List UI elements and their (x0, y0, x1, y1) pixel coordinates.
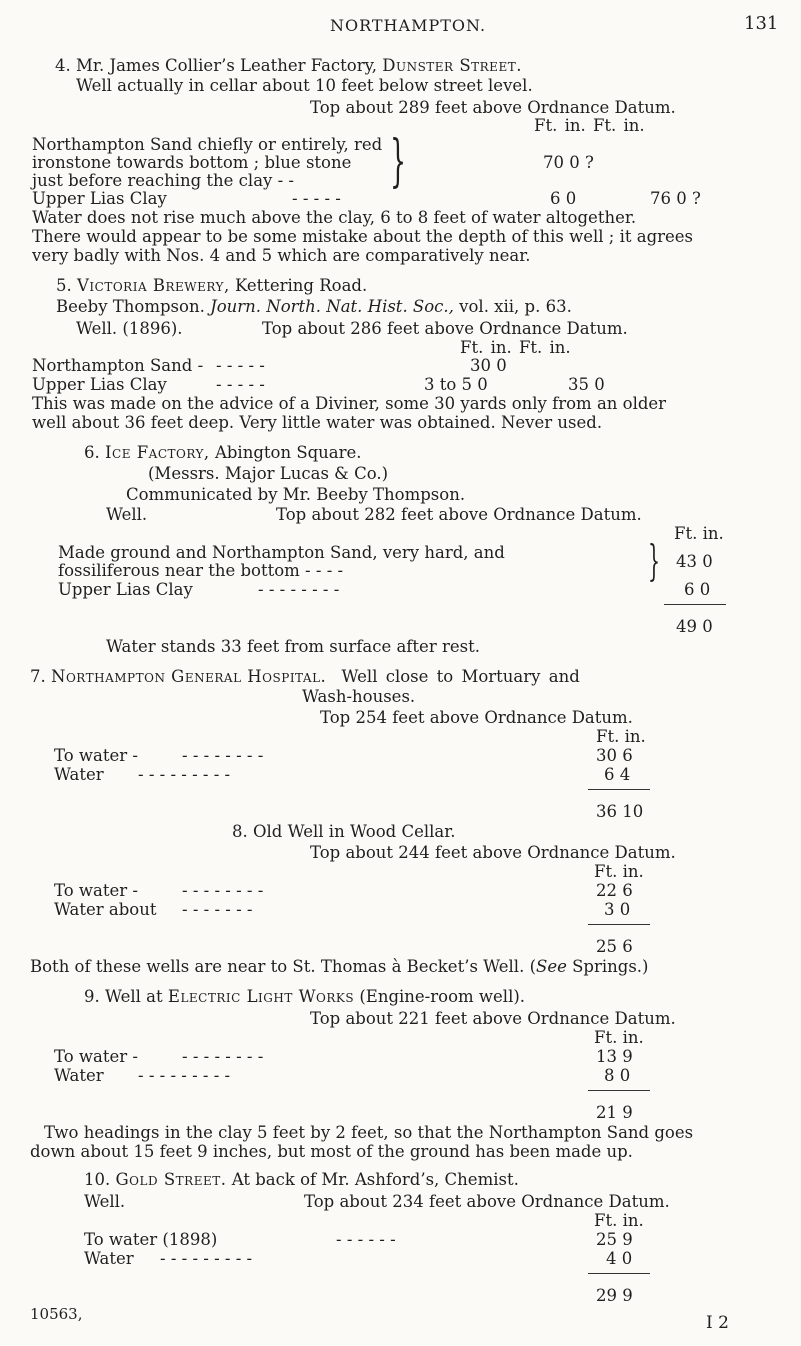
leader-dashes: - - - - - - - - (182, 746, 264, 765)
entry-desc: Well close to Mortuary and (341, 667, 580, 686)
entry-9-total: 21 9 (596, 1103, 633, 1122)
entry-6-firm: (Messrs. Major Lucas & Co.) (148, 464, 389, 483)
brace: } (390, 129, 407, 194)
entry-8-heading (232, 822, 456, 842)
entry-6-row1-line1: Made ground and Northampton Sand, very hard, and (58, 543, 505, 562)
entry-8-note (30, 957, 648, 977)
entry-5-note-1: This was made on the advice of a Diviner, some 30 yards only from an older (32, 394, 667, 413)
entry-8-row1-label: To water - (54, 881, 138, 900)
sum-rule (588, 789, 650, 790)
entry-6-well: Well. (106, 505, 148, 524)
entry-6-row2-label: Upper Lias Clay (58, 580, 193, 599)
sum-rule (588, 924, 650, 925)
entry-10-top: Top about 234 feet above Ordnance Datum. (304, 1192, 670, 1211)
leader-dashes: - - - - - (216, 356, 265, 375)
entry-10-row2-value: 4 0 (606, 1249, 633, 1268)
entry-place: At back of Mr. Ashford’s, Chemist. (231, 1170, 519, 1189)
entry-place: (Engine-room well). (359, 987, 526, 1006)
entry-4-row2-total: 76 0 ? (650, 189, 701, 208)
entry-9-row2-value: 8 0 (604, 1066, 631, 1085)
note-text: Both of these wells are near to St. Thomas à Becket’s Well. ( (30, 957, 537, 976)
entry-6-communicated: Communicated by Mr. Beeby Thompson. (126, 485, 466, 504)
entry-number: 9. (84, 987, 100, 1006)
entry-place: Dunster Street. (382, 56, 522, 75)
entry-7-row2-label: Water (54, 765, 104, 784)
entry-10-heading (84, 1170, 519, 1190)
entry-8-units: Ft. in. (594, 862, 644, 881)
note-text: Springs.) (566, 957, 649, 976)
entry-7-heading (30, 667, 580, 687)
entry-6-total: 49 0 (676, 617, 713, 636)
entry-name: Northampton General Hospital. (51, 667, 327, 686)
entry-5-units: Ft. in. Ft. in. (460, 338, 571, 357)
entry-7-units: Ft. in. (596, 727, 646, 746)
entry-7-total: 36 10 (596, 802, 644, 821)
entry-6-top: Top about 282 feet above Ordnance Datum. (276, 505, 642, 524)
entry-name: Electric Light Works (167, 987, 355, 1006)
leader-dashes: - - - - - - (336, 1230, 396, 1249)
entry-6-note: Water stands 33 feet from surface after rest. (106, 637, 480, 656)
entry-4-units: Ft. in. Ft. in. (534, 116, 645, 135)
entry-number: 5. (56, 276, 72, 295)
entry-8-row2-label: Water about (54, 900, 157, 919)
entry-4-top: Top about 289 feet above Ordnance Datum. (310, 98, 676, 117)
entry-4-desc: Well actually in cellar about 10 feet below street level. (76, 76, 533, 95)
ref-journal: Journ. North. Nat. Hist. Soc., (210, 297, 454, 316)
entry-4-row1-value: 70 0 ? (543, 153, 594, 172)
entry-6-row2-value: 6 0 (684, 580, 711, 599)
leader-dashes: - - - - - - - - (182, 1047, 264, 1066)
leader-dashes: - - - - - - - - - (160, 1249, 253, 1268)
entry-5-row2-total: 35 0 (568, 375, 605, 394)
entry-7-row1-label: To water - (54, 746, 138, 765)
entry-place: Abington Square. (214, 443, 362, 462)
entry-4-note-1: Water does not rise much above the clay, 6 to 8 feet of water altogether. (32, 208, 637, 227)
entry-9-note-1: Two headings in the clay 5 feet by 2 feet, so that the Northampton Sand goes (44, 1123, 694, 1142)
entry-number: 7. (30, 667, 46, 686)
running-head: NORTHAMPTON. (330, 16, 487, 35)
leader-dashes: - - - - - - - - - (138, 765, 231, 784)
entry-9-heading (84, 987, 525, 1007)
entry-4-row1-line2: ironstone towards bottom ; blue stone (32, 153, 352, 172)
entry-8-total: 25 6 (596, 937, 633, 956)
entry-name: Mr. James Collier’s Leather Factory, (76, 56, 377, 75)
entry-8-top: Top about 244 feet above Ordnance Datum. (310, 843, 676, 862)
entry-4-heading (55, 56, 522, 76)
entry-place: Kettering Road. (234, 276, 368, 295)
entry-6-row1-line2: fossiliferous near the bottom - - - - (58, 561, 344, 580)
entry-10-total: 29 9 (596, 1286, 633, 1305)
entry-9-row1-value: 13 9 (596, 1047, 633, 1066)
print-code: 10563, (30, 1305, 83, 1323)
entry-8-row1-value: 22 6 (596, 881, 633, 900)
page-number: 131 (744, 13, 779, 34)
entry-7-top: Top 254 feet above Ordnance Datum. (320, 708, 633, 727)
entry-10-units: Ft. in. (594, 1211, 644, 1230)
brace: } (648, 536, 661, 585)
leader-dashes: - - - - - (216, 375, 265, 394)
entry-5-note-2: well about 36 feet deep. Very little water was obtained. Never used. (32, 413, 603, 432)
entry-6-units: Ft. in. (674, 524, 724, 543)
entry-9-units: Ft. in. (594, 1028, 644, 1047)
entry-7-desc-2: Wash-houses. (302, 687, 416, 706)
entry-5-row1-label: Northampton Sand - (32, 356, 204, 375)
entry-number: 8. (232, 822, 248, 841)
signature-mark: I 2 (706, 1313, 729, 1333)
entry-5-reference (56, 297, 572, 317)
entry-name: Victoria Brewery, (77, 276, 230, 295)
entry-4-row1-line1: Northampton Sand chiefly or entirely, red (32, 135, 383, 154)
leader-dashes: - - - - - - - - (258, 580, 340, 599)
leader-dashes: - - - - - - - - (182, 881, 264, 900)
entry-9-note-2: down about 15 feet 9 inches, but most of the ground has been made up. (30, 1142, 633, 1161)
entry-5-top: Top about 286 feet above Ordnance Datum. (262, 319, 628, 338)
leader-dashes: - - - - - - - - - (138, 1066, 231, 1085)
note-see: See (536, 957, 567, 976)
entry-9-row2-label: Water (54, 1066, 104, 1085)
entry-4-row1-line3: just before reaching the clay - - (32, 171, 295, 190)
leader-dashes: - - - - - - - (182, 900, 253, 919)
entry-4-row2-label: Upper Lias Clay (32, 189, 167, 208)
entry-7-row2-value: 6 4 (604, 765, 631, 784)
entry-9-row1-label: To water - (54, 1047, 138, 1066)
entry-5-row2-value: 3 to 5 0 (424, 375, 488, 394)
entry-6-heading (84, 443, 362, 463)
entry-10-row2-label: Water (84, 1249, 134, 1268)
sum-rule (588, 1090, 650, 1091)
ref-author: Beeby Thompson. (56, 297, 205, 316)
entry-name: Ice Factory, (105, 443, 210, 462)
entry-10-row1-value: 25 9 (596, 1230, 633, 1249)
entry-7-row1-value: 30 6 (596, 746, 633, 765)
entry-8-row2-value: 3 0 (604, 900, 631, 919)
entry-number: 6. (84, 443, 100, 462)
sum-rule (664, 604, 726, 605)
entry-10-row1-label: To water (1898) (84, 1230, 218, 1249)
entry-5-row2-label: Upper Lias Clay (32, 375, 167, 394)
entry-name: Old Well in Wood Cellar. (253, 822, 456, 841)
entry-4-row2-value: 6 0 (550, 189, 577, 208)
entry-6-row1-value: 43 0 (676, 552, 713, 571)
entry-number: 10. (84, 1170, 111, 1189)
entry-name: Gold Street. (115, 1170, 227, 1189)
leader-dashes: - - - - - (292, 189, 341, 208)
entry-name-prefix: Well at (105, 987, 163, 1006)
entry-5-heading (56, 276, 367, 296)
entry-number: 4. (55, 56, 71, 75)
entry-4-note-2: There would appear to be some mistake about the depth of this well ; it agrees (32, 227, 694, 246)
entry-4-note-3: very badly with Nos. 4 and 5 which are comparatively near. (32, 246, 531, 265)
entry-9-top: Top about 221 feet above Ordnance Datum. (310, 1009, 676, 1028)
entry-5-row1-value: 30 0 (470, 356, 507, 375)
entry-10-well: Well. (84, 1192, 126, 1211)
entry-5-well: Well. (1896). (76, 319, 183, 338)
sum-rule (588, 1273, 650, 1274)
ref-volume: vol. xii, p. 63. (459, 297, 572, 316)
